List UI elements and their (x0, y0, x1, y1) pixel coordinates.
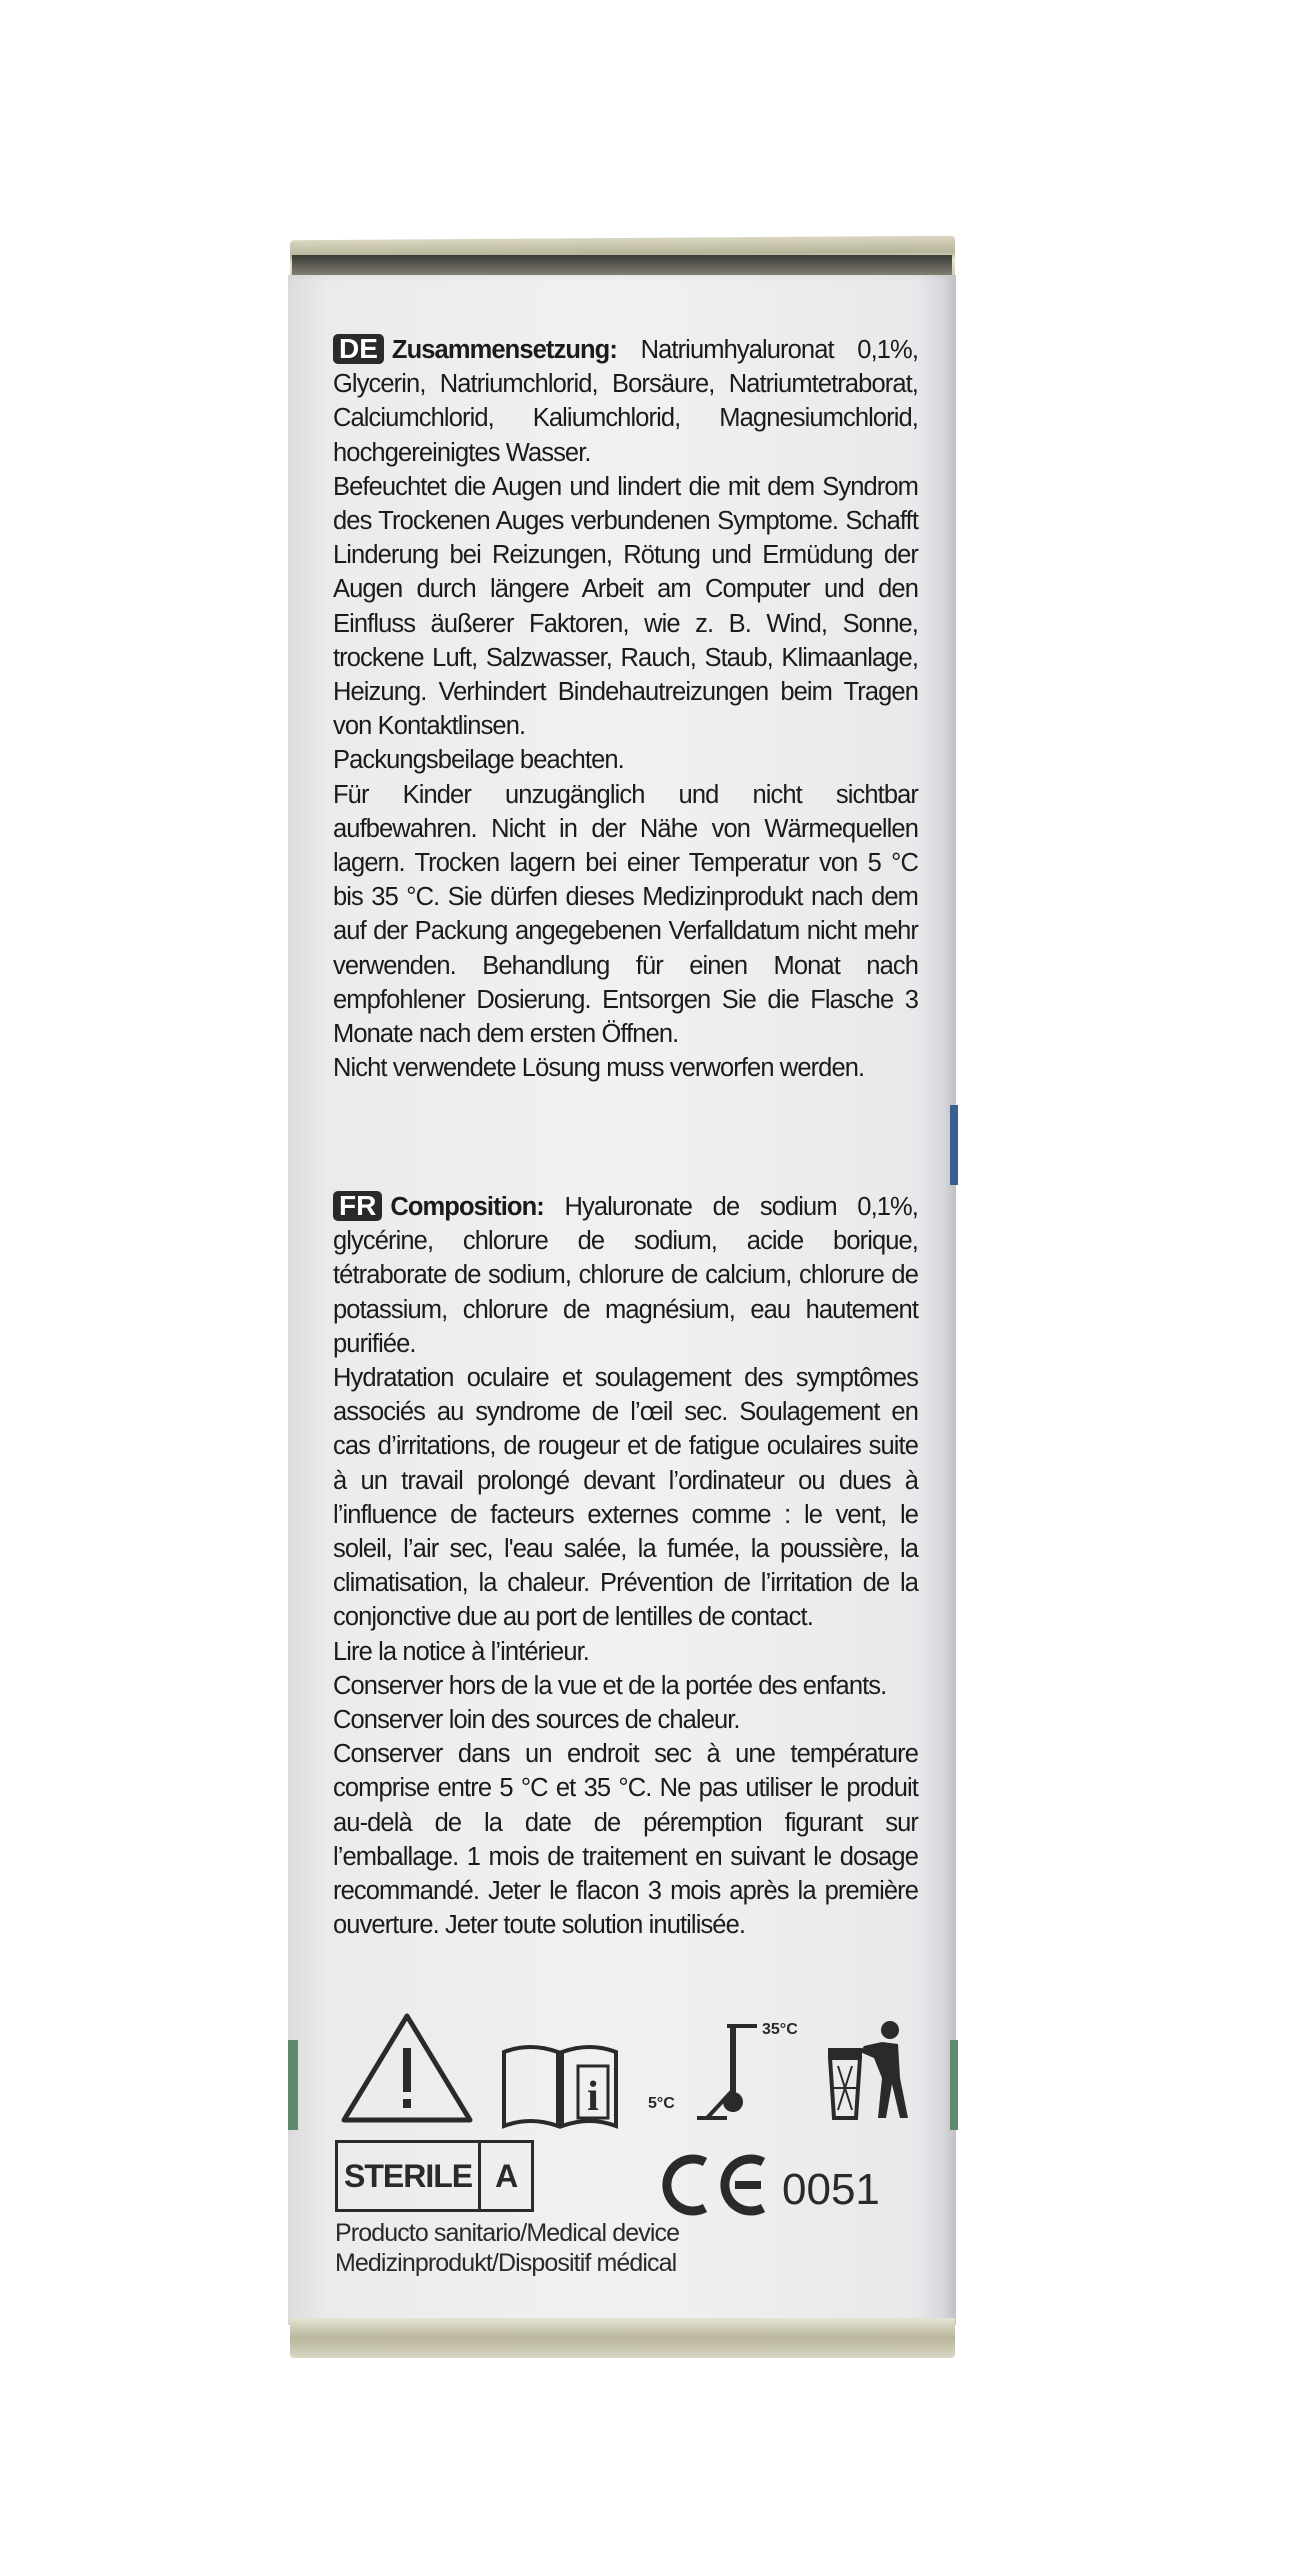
device-label-de-fr: Medizinprodukt/Dispositif médical (335, 2249, 677, 2277)
language-badge-de: DE (333, 334, 384, 364)
french-leaflet-note: Lire la notice à l’intérieur. (333, 1637, 589, 1666)
temp-high-label: 35°C (762, 2021, 798, 2038)
svg-text:i: i (587, 2074, 599, 2120)
temperature-limit-icon (685, 2018, 775, 2133)
french-storage: Conserver dans un endroit sec à une température comprise entre 5 °C et 35 °C. Ne pas utiliser le produit au-delà de la date de péremption figurant sur l’emballage. 1 mois de traitement en suivant le dosage recommandé. Jeter le flacon 3 mois après la première ouverture. Jeter toute solution inutilisée. (333, 1740, 918, 1940)
german-storage: Für Kinder unzugänglich und nicht sichtbar aufbewahren. Nicht in der Nähe von Wärmequellen lagern. Trocken lagern bei einer Temperatur von 5 °C bis 35 °C. Sie dürfen dieses Medizinprodukt nach dem auf der Packung angegebenen Verfalldatum nicht mehr verwenden. Behandlung für einen Monat nach empfohlener Dosierung. Entsorgen Sie die Flasche 3 Monate nach dem ersten Öffnen. (333, 780, 918, 1049)
french-children-note: Conserver hors de la vue et de la portée des enfants. (333, 1671, 887, 1700)
french-composition-text: Hyaluronate de sodium 0,1%, glycérine, chlorure de sodium, acide borique, tétraborate de sodium, chlorure de calcium, chlorure de potassium, chlorure de magnésium, eau hautement purifiée. (333, 1193, 918, 1358)
package-edge-stripe-blue (950, 1105, 958, 1185)
language-badge-fr: FR (333, 1191, 382, 1221)
warning-triangle-icon (340, 2010, 475, 2125)
german-composition-text: Natriumhyaluronat 0,1%, Glycerin, Natriumchlorid, Borsäure, Natriumtetraborat, Calciumchlorid, Kaliumchlorid, Magnesiumchlorid, hochgereinigtes Wasser. (333, 336, 918, 467)
waste-bin-icon (820, 2018, 915, 2128)
notified-body-number: 0051 (782, 2165, 880, 2214)
medical-device-labels (335, 2218, 679, 2278)
consult-instructions-icon (500, 2040, 620, 2130)
german-indication: Befeuchtet die Augen und lindert die mit dem Syndrom des Trockenen Auges verbundenen Symptome. Schafft Linderung bei Reizungen, Rötung und Ermüdung der Augen durch längere Arbeit am Computer und den Einfluss äußerer Faktoren, wie z. B. Wind, Sonne, trockene Luft, Salzwasser, Rauch, Staub, Klimaanlage, Heizung. Verhindert Bindehautreizungen beim Tragen von Kontaktlinsen. (333, 472, 918, 741)
german-composition-label: Zusammensetzung: (391, 336, 617, 364)
german-leaflet-note: Packungsbeilage beachten. (333, 746, 624, 775)
german-composition (333, 333, 918, 470)
french-heat-note: Conserver loin des sources de chaleur. (333, 1706, 740, 1735)
french-composition (333, 1190, 918, 1361)
sterile-label: STERILE (344, 2157, 473, 2194)
french-composition-label: Composition: (390, 1193, 544, 1221)
box-bottom-flap (290, 2318, 955, 2358)
french-section (333, 1190, 918, 1942)
german-section (333, 333, 918, 1085)
package-edge-stripe-right (950, 2040, 958, 2130)
sterile-symbol (335, 2140, 534, 2212)
ce-mark-icon (655, 2150, 775, 2220)
sterile-method: A (478, 2143, 531, 2209)
german-discard-note: Nicht verwendete Lösung muss verworfen werden. (333, 1054, 865, 1083)
temp-low-label: 5°C (648, 2095, 675, 2112)
device-label-es-en: Producto sanitario/Medical device (335, 2219, 680, 2247)
package-edge-stripe-left (288, 2040, 298, 2130)
french-indication: Hydratation oculaire et soulagement des symptômes associés au syndrome de l’œil sec. Soulagement en cas d’irritations, de rougeur et de fatigue oculaires suite à un travail prolongé devant l’ordinateur ou dues à l’influence de facteurs externes comme : le vent, le soleil, l’air sec, l'eau salée, la fumée, la poussière, la climatisation, la chaleur. Prévention de l’irritation de la conjonctive due au port de lentilles de contact. (333, 1364, 918, 1632)
